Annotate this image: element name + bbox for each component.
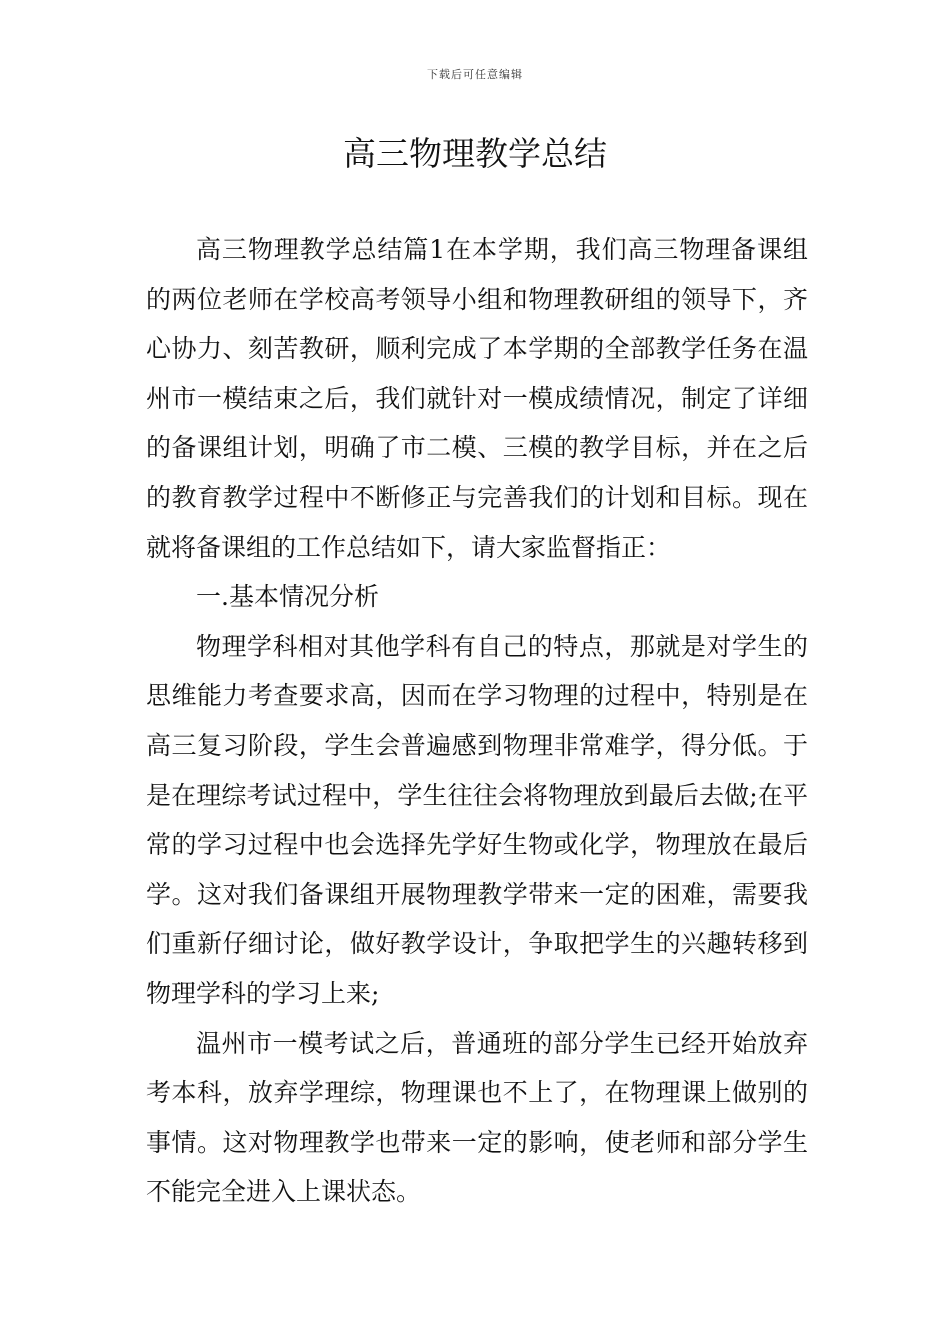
document-body xyxy=(146,225,808,1217)
document-title: 高三物理教学总结 xyxy=(343,134,607,173)
header-note: 下载后可任意编辑 xyxy=(427,68,523,81)
paragraph-intro: 高三物理教学总结篇1在本学期，我们高三物理备课组的两位老师在学校高考领导小组和物理教研组的领导下，齐心协力、刻苦教研，顺利完成了本学期的全部教学任务在温州市一模结束之后，我们就针对一模成绩情况，制定了详细的备课组计划，明确了市二模、三模的教学目标，并在之后的教育教学过程中不断修正与完善我们的计划和目标。现在就将备课组的工作总结如下，请大家监督指正： xyxy=(146,235,808,562)
paragraph-after-first-exam: 温州市一模考试之后，普通班的部分学生已经开始放弃考本科，放弃学理综，物理课也不上了，在物理课上做别的事情。这对物理教学也带来一定的影响，使老师和部分学生不能完全进入上课状态。 xyxy=(146,1028,808,1207)
section-heading-basic-analysis: 一.基本情况分析 xyxy=(196,582,379,612)
paragraph-subject-features: 物理学科相对其他学科有自己的特点，那就是对学生的思维能力考查要求高，因而在学习物理的过程中，特别是在高三复习阶段，学生会普遍感到物理非常难学，得分低。于是在理综考试过程中，学生往往会将物理放到最后去做;在平常的学习过程中也会选择先学好生物或化学，物理放在最后学。这对我们备课组开展物理教学带来一定的困难，需要我们重新仔细讨论，做好教学设计，争取把学生的兴趣转移到物理学科的学习上来; xyxy=(146,631,808,1008)
